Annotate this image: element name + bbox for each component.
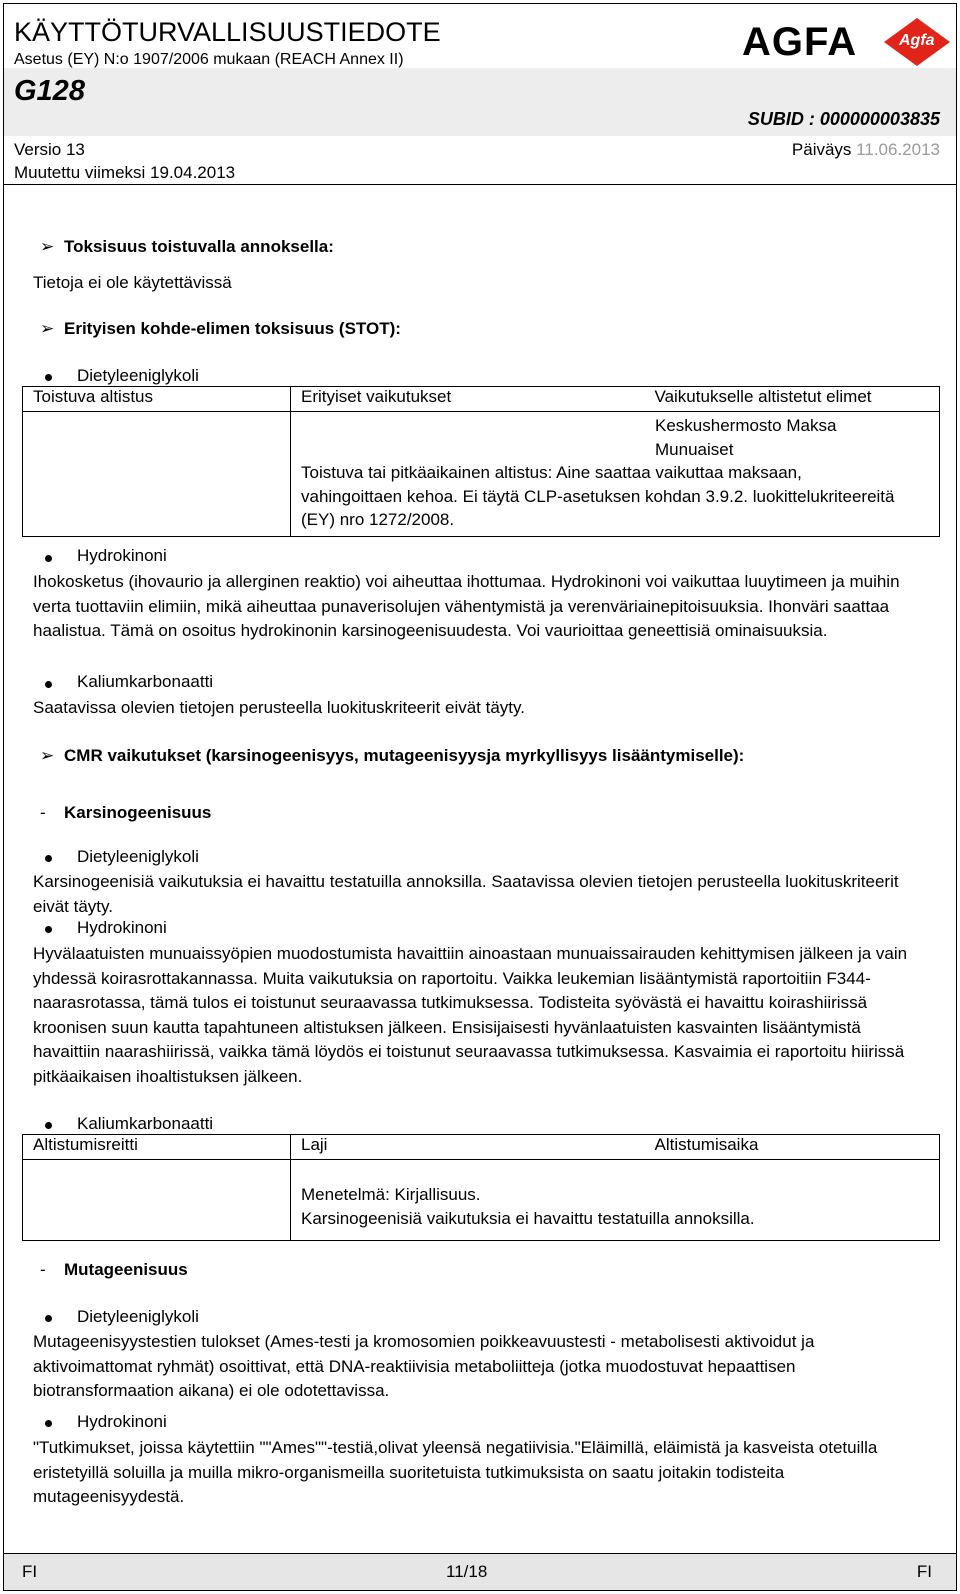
substance-paragraph: Saatavissa olevien tietojen perusteella luokituskriteerit eivät täyty. — [33, 698, 525, 717]
method-text: Menetelmä: Kirjallisuus. — [301, 1185, 481, 1204]
version: Versio 13 — [14, 140, 85, 159]
subsection-heading-carcinogenicity: - Karsinogeenisuus — [40, 803, 212, 822]
table-row — [23, 1160, 940, 1241]
page-number: 11/18 — [446, 1562, 488, 1581]
organs-line: Keskushermosto Maksa — [655, 416, 837, 435]
table-cell — [291, 1160, 940, 1241]
section-heading-repeated-dose: ➢ Toksisuus toistuvalla annoksella: — [40, 237, 334, 256]
section-heading-cmr: ➢ CMR vaikutukset (karsinogeenisyys, mutageenisyysja myrkyllisyys lisääntymiselle): — [40, 746, 745, 765]
table-header-cell: Laji — [301, 1135, 328, 1154]
product-code: G128 — [14, 75, 85, 107]
bullet-dot-icon — [45, 1420, 52, 1427]
arrow-bullet-icon: ➢ — [40, 319, 55, 338]
section-heading-stot: ➢ Erityisen kohde-elimen toksisuus (STOT): — [40, 319, 401, 338]
table-cell-empty — [23, 1160, 291, 1241]
substance-paragraph: Karsinogeenisiä vaikutuksia ei havaittu testatuilla annoksilla. Saatavissa olevien tietojen perusteella luokituskriteerit eivät täyty. — [33, 872, 899, 916]
substance-label: Hydrokinoni — [77, 918, 167, 937]
substance-paragraph: Ihokosketus (ihovaurio ja allerginen reaktio) voi aiheuttaa ihottumaa. Hydrokinoni voi vaikuttaa luuytimeen ja muihin verta tuottaviin elimiin, mikä aiheuttaa punaverisolujen vähentymistä ja verenväriainepitoisuuksia. Ihonväri saattaa haalistua. Tämä on osoitus hydrokinonin karsinogeenisuudesta. Voi vaurioittaa geneettisiä ominaisuuksia. — [33, 572, 900, 640]
substance-label: Dietyleeniglykoli — [77, 847, 199, 866]
arrow-bullet-icon: ➢ — [40, 237, 55, 256]
substance-paragraph: Mutageenisyystestien tulokset (Ames-testi ja kromosomien poikkeavuustesti - metabolisesti aktivoidut ja aktivoimattomat ryhmät) osoittivat, että DNA-reaktiivisia metaboliitteja (jotka muodostuvat hepaattisen biotransformaation aikana) ei ole odotettavissa. — [33, 1332, 815, 1400]
table-header-cell: Altistumisaika — [654, 1135, 759, 1154]
bullet-dot-icon — [45, 681, 52, 688]
table-row — [23, 412, 940, 537]
result-text: Karsinogeenisiä vaikutuksia ei havaittu testatuilla annoksilla. — [301, 1208, 755, 1228]
subid: SUBID : 000000003835 — [747, 109, 940, 129]
regulation-text: Asetus (EY) N:o 1907/2006 mukaan (REACH Annex II) — [14, 51, 404, 68]
bullet-dot-icon — [45, 374, 52, 381]
agfa-wordmark: AGFA — [742, 20, 858, 64]
table-header-cell: Vaikutukselle altistetut elimet — [654, 387, 872, 406]
table-header-cell: Toistuva altistus — [23, 387, 291, 412]
carcinogenicity-table — [22, 1134, 940, 1241]
agfa-logo — [742, 20, 857, 64]
date-label: Päiväys — [791, 140, 852, 159]
substance-paragraph: Hyvälaatuisten munuaissyöpien muodostumista havaittiin ainoastaan munuaissairauden kehittymisen jälkeen ja vain yhdessä koirasrottakannassa. Muita vaikutuksia on raportoitu. Vaikka leukemian lisääntymistä raportoitiin F344-naarasrotassa, tämä tulos ei toistunut seuraavassa tutkimuksessa. Todisteita syövästä ei havaittu koirashiirissä kroonisen suun kautta tapahtuneen altistuksen jälkeen. Ensisijaisesti hyvänlaatuisten kasvainten lisääntymistä havaittiin naarashiirissä, vaikka tämä löydös ei toistunut seuraavassa tutkimuksessa. Kasvaimia ei raportoitu hiirissä pitkäaikaisen ihoaltistuksen jälkeen. — [33, 944, 908, 1086]
bullet-dot-icon — [45, 1315, 52, 1322]
agfa-rhombus-icon — [882, 16, 952, 68]
substance-label: Hydrokinoni — [77, 1412, 167, 1431]
table-header-row — [23, 387, 940, 412]
footer-language-left: FI — [22, 1562, 38, 1581]
date — [792, 139, 940, 161]
substance-label: Dietyleeniglykoli — [77, 366, 199, 385]
agfa-badge-text: Agfa — [899, 32, 935, 49]
stot-table — [22, 386, 940, 537]
footer-language-right: FI — [916, 1562, 932, 1581]
table-header-cell: Erityiset vaikutukset — [301, 387, 452, 406]
organs-line: Munuaiset — [655, 439, 734, 459]
repeated-dose-text: Tietoja ei ole käytettävissä — [33, 273, 232, 292]
table-cell-empty — [23, 412, 291, 537]
subsection-heading-mutagenicity: - Mutageenisuus — [40, 1260, 188, 1279]
bullet-dot-icon — [45, 855, 52, 862]
substance-label: Kaliumkarbonaatti — [77, 672, 214, 691]
date-value: 11.06.2013 — [856, 140, 940, 159]
arrow-bullet-icon: ➢ — [40, 746, 55, 765]
document-title: KÄYTTÖTURVALLISUUSTIEDOTE — [14, 17, 441, 47]
substance-paragraph: "Tutkimukset, joissa käytettiin ""Ames""-testiä,olivat yleensä negatiivisia."Eläimillä, eläimistä ja kasveista otetuilla eristetyillä soluilla ja muilla mikro-organismeilla suoritetuista tutkimuksista on saatu joitakin todisteita mutageenisyydestä. — [33, 1438, 878, 1506]
table-header-row — [23, 1135, 940, 1160]
bullet-dot-icon — [45, 926, 52, 933]
last-modified: Muutettu viimeksi 19.04.2013 — [14, 163, 236, 182]
table-header-cell: Altistumisreitti — [23, 1135, 291, 1160]
header-divider — [4, 184, 956, 185]
effect-text: Toistuva tai pitkäaikainen altistus: Aine saattaa vaikuttaa maksaan, vahingoittaen kehoa. Ei täytä CLP-asetuksen kohdan 3.9.2. luokittelukriteereitä (EY) nro 1272/2008. — [301, 463, 895, 529]
substance-label: Kaliumkarbonaatti — [77, 1114, 214, 1133]
bullet-dot-icon — [45, 555, 52, 562]
substance-label: Dietyleeniglykoli — [77, 1307, 199, 1326]
substance-label: Hydrokinoni — [77, 546, 167, 565]
table-cell — [291, 412, 940, 537]
bullet-dot-icon — [45, 1122, 52, 1129]
